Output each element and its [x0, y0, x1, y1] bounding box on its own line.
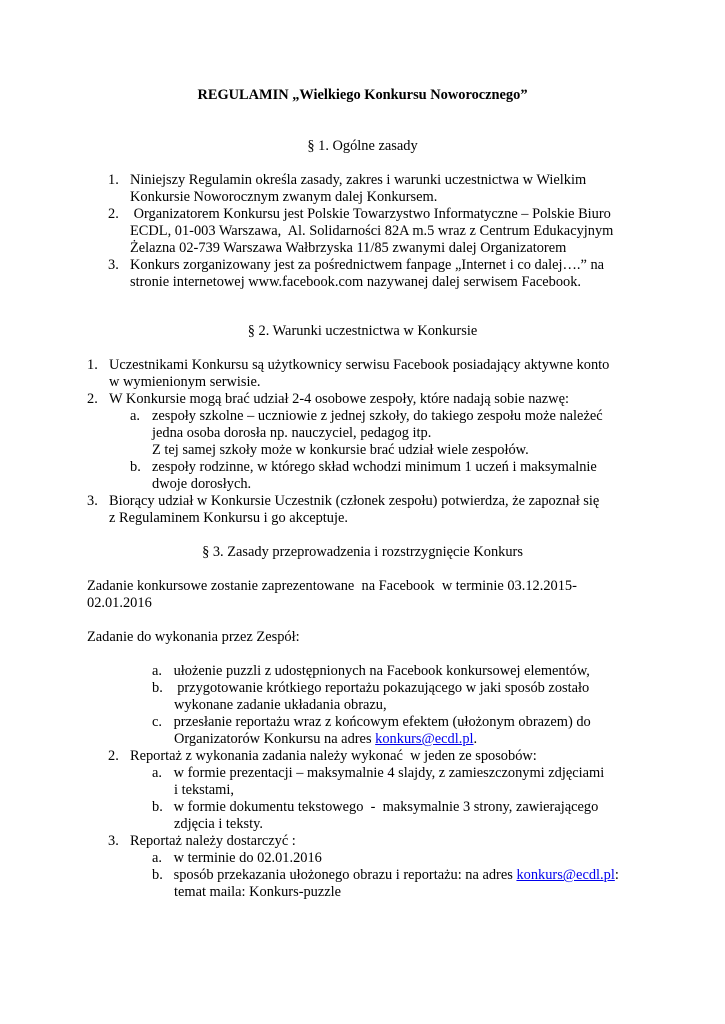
s1-item-2-number: 2.: [108, 206, 119, 222]
s3-item-2b-letter: b.: [152, 799, 163, 815]
s3-item-2a-line: i tekstami,: [174, 782, 234, 798]
s2-item-3-line: Biorący udział w Konkursie Uczestnik (członek zespołu) potwierdza, że zapoznał się: [109, 493, 600, 509]
s3-item-3-number: 3.: [108, 833, 119, 849]
s2-item-1-line: w wymienionym serwisie.: [109, 374, 261, 390]
email-link[interactable]: konkurs@ecdl.pl: [516, 867, 615, 883]
s3-item-3b-text: :: [614, 867, 619, 883]
s3-item-3-line: Reportaż należy dostarczyć :: [130, 833, 296, 849]
s2-sub-b-letter: b.: [130, 459, 141, 475]
s3-item-3b-text: sposób przekazania ułożonego obrazu i reportażu: na adres: [170, 867, 517, 883]
s3-item-3b-letter: b.: [152, 867, 163, 883]
s1-item-3-line: Konkurs zorganizowany jest za pośrednictwem fanpage „Internet i co dalej….” na: [130, 257, 605, 273]
s3-item-3b-line: temat maila: Konkurs-puzzle: [174, 884, 342, 900]
s2-item-2-line: W Konkursie mogą brać udział 2-4 osobowe zespoły, które nadają sobie nazwę:: [109, 391, 569, 407]
s3-task-c-letter: c.: [152, 714, 162, 730]
s2-sub-b-line: zespoły rodzinne, w którego skład wchodzi minimum 1 uczeń i maksymalnie: [152, 459, 597, 475]
email-link[interactable]: konkurs@ecdl.pl: [375, 731, 474, 747]
s3-task-b-line: przygotowanie krótkiego reportażu pokazującego w jaki sposób zostało: [170, 680, 590, 696]
s3-task-b-letter: b.: [152, 680, 163, 696]
section-2-heading: § 2. Warunki uczestnictwa w Konkursie: [247, 323, 478, 339]
s1-item-3-line: stronie internetowej www.facebook.com nazywanej dalej serwisem Facebook.: [130, 274, 582, 290]
s2-item-3-number: 3.: [87, 493, 98, 509]
s1-item-1-line: Konkursie Noworocznym zwanym dalej Konkursem.: [130, 189, 438, 205]
s3-task-a-line: ułożenie puzzli z udostępnionych na Facebook konkursowej elementów,: [170, 663, 590, 679]
s3-item-3a-letter: a.: [152, 850, 162, 866]
s3-item-3b-line: [170, 867, 619, 884]
s3-task-c-line: przesłanie reportażu wraz z końcowym efektem (ułożonym obrazem) do: [170, 714, 591, 730]
s3-item-3a-line: w terminie do 02.01.2016: [170, 850, 322, 866]
s3-item-2-line: Reportaż z wykonania zadania należy wykonać w jeden ze sposobów:: [130, 748, 537, 764]
s3-item-2a-letter: a.: [152, 765, 162, 781]
s1-item-3-number: 3.: [108, 257, 119, 273]
s3-intro-line: 02.01.2016: [87, 595, 152, 611]
s1-item-2-line: Organizatorem Konkursu jest Polskie Towarzystwo Informatyczne – Polskie Biuro: [130, 206, 611, 222]
s3-task-a-letter: a.: [152, 663, 162, 679]
s2-sub-a-line: jedna osoba dorosła np. nauczyciel, pedagog itp.: [152, 425, 432, 441]
s3-item-2-number: 2.: [108, 748, 119, 764]
section-1-heading: § 1. Ogólne zasady: [307, 138, 418, 154]
s1-item-2-line: ECDL, 01-003 Warszawa, Al. Solidarności 82A m.5 wraz z Centrum Edukacyjnym: [130, 223, 614, 239]
s2-sub-a-line: Z tej samej szkoły może w konkursie brać udział wiele zespołów.: [152, 442, 529, 458]
s1-item-1-number: 1.: [108, 172, 119, 188]
s3-task-c-text: .: [473, 731, 478, 747]
s3-task-c-text: Organizatorów Konkursu na adres: [174, 731, 376, 747]
s2-item-1-line: Uczestnikami Konkursu są użytkownicy serwisu Facebook posiadający aktywne konto: [109, 357, 610, 373]
s3-task-label: Zadanie do wykonania przez Zespół:: [87, 629, 300, 645]
document-title: REGULAMIN „Wielkiego Konkursu Noworocznego”: [197, 87, 528, 103]
s2-sub-a-letter: a.: [130, 408, 140, 424]
s3-item-2a-line: w formie prezentacji – maksymalnie 4 slajdy, z zamieszczonymi zdjęciami: [170, 765, 605, 781]
section-3-heading: § 3. Zasady przeprowadzenia i rozstrzygnięcie Konkurs: [202, 544, 523, 560]
s3-item-2b-line: w formie dokumentu tekstowego - maksymalnie 3 strony, zawierającego: [170, 799, 599, 815]
s2-item-3-line: z Regulaminem Konkursu i go akceptuje.: [109, 510, 348, 526]
s1-item-2-line: Żelazna 02-739 Warszawa Wałbrzyska 11/85 zwanymi dalej Organizatorem: [130, 240, 567, 256]
s3-item-2b-line: zdjęcia i teksty.: [174, 816, 263, 832]
s1-item-1-line: Niniejszy Regulamin określa zasady, zakres i warunki uczestnictwa w Wielkim: [130, 172, 587, 188]
s2-sub-a-line: zespoły szkolne – uczniowie z jednej szkoły, do takiego zespołu może należeć: [152, 408, 603, 424]
s3-task-c-line: [174, 731, 477, 748]
s2-item-1-number: 1.: [87, 357, 98, 373]
s3-task-b-line: wykonane zadanie układania obrazu,: [174, 697, 387, 713]
s3-intro-line: Zadanie konkursowe zostanie zaprezentowane na Facebook w terminie 03.12.2015-: [87, 578, 577, 594]
s2-item-2-number: 2.: [87, 391, 98, 407]
s2-sub-b-line: dwoje dorosłych.: [152, 476, 252, 492]
